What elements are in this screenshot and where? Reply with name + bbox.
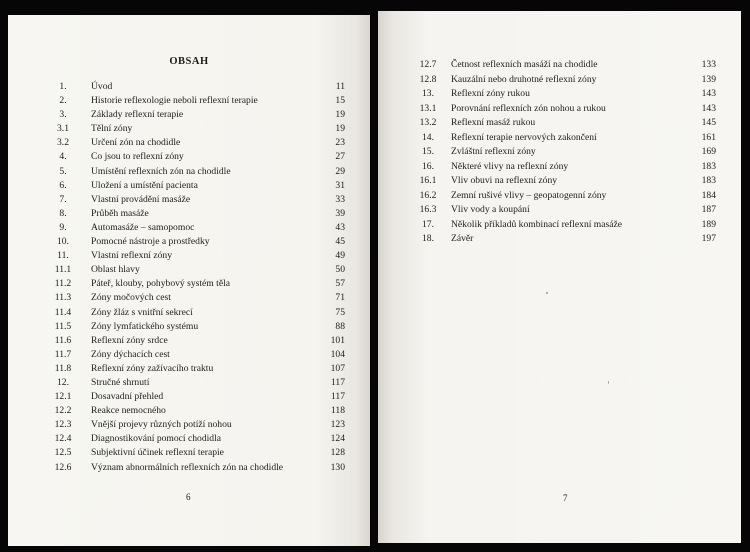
toc-entry-number: 10. bbox=[57, 236, 69, 248]
toc-entry-page: 31 bbox=[335, 179, 345, 191]
toc-entry-title: Historie reflexologie neboli reflexní terapie bbox=[91, 95, 258, 107]
toc-entry-number: 11.2 bbox=[54, 278, 72, 290]
toc-entry bbox=[408, 131, 716, 146]
toc-entry-number: 8. bbox=[59, 207, 67, 219]
toc-entry-title: Uložení a umístění pacienta bbox=[91, 179, 198, 191]
toc-entry bbox=[408, 145, 716, 160]
toc-entry-page: 75 bbox=[335, 306, 345, 318]
toc-entry bbox=[43, 136, 345, 150]
toc-entry-title: Reflexní zóny rukou bbox=[451, 88, 530, 99]
toc-entry-number: 12.4 bbox=[54, 433, 72, 445]
paper-speck bbox=[546, 292, 548, 294]
toc-entry bbox=[408, 73, 716, 88]
toc-entry bbox=[408, 232, 716, 247]
toc-entry-number: 11.5 bbox=[54, 320, 72, 332]
toc-entry-number: 16.2 bbox=[419, 189, 437, 201]
toc-entry-page: 145 bbox=[701, 117, 716, 128]
toc-entry bbox=[43, 108, 345, 122]
toc-entry-number: 9. bbox=[59, 221, 67, 233]
toc-entry-page: 57 bbox=[335, 278, 345, 290]
toc-entry bbox=[43, 193, 345, 207]
toc-entry-number: 3. bbox=[59, 109, 67, 121]
toc-entry-title: Četnost reflexních masáží na chodidle bbox=[451, 59, 598, 70]
toc-entry-page: 29 bbox=[335, 165, 345, 177]
toc-entry bbox=[43, 404, 345, 418]
toc-entry bbox=[408, 102, 716, 117]
toc-entry bbox=[408, 160, 716, 175]
toc-entry-title: Význam abnormálních reflexních zón na chodidle bbox=[91, 461, 284, 473]
toc-entry-title: Dosavadní přehled bbox=[91, 391, 164, 403]
toc-entry bbox=[43, 376, 345, 390]
toc-entry-page: 104 bbox=[330, 348, 345, 360]
toc-entry-number: 11. bbox=[57, 250, 69, 262]
toc-entry-title: Tělní zóny bbox=[91, 123, 133, 135]
toc-entry-page: 143 bbox=[701, 102, 716, 114]
toc-entry-page: 183 bbox=[701, 175, 716, 186]
toc-list-right bbox=[408, 58, 716, 247]
toc-entry-page: 128 bbox=[330, 447, 345, 459]
toc-entry-title: Reflexní terapie nervových zakončení bbox=[451, 131, 597, 143]
toc-entry-number: 12.8 bbox=[419, 73, 437, 85]
toc-entry bbox=[43, 348, 345, 362]
toc-entry-page: 19 bbox=[335, 109, 345, 121]
toc-entry bbox=[43, 249, 345, 263]
toc-entry-page: 133 bbox=[701, 59, 716, 70]
toc-entry bbox=[43, 291, 345, 305]
toc-entry-number: 1. bbox=[59, 81, 67, 92]
toc-entry bbox=[43, 165, 345, 179]
toc-entry-number: 3.1 bbox=[57, 123, 69, 135]
toc-entry-title: Reakce nemocného bbox=[91, 405, 166, 417]
toc-entry-page: 43 bbox=[335, 221, 345, 233]
toc-entry-title: Stručné shrnutí bbox=[91, 376, 150, 388]
toc-entry bbox=[408, 116, 716, 131]
toc-entry-title: Závěr bbox=[451, 233, 474, 244]
toc-entry-number: 11.3 bbox=[54, 292, 72, 304]
toc-entry-title: Kauzální nebo druhotné reflexní zóny bbox=[451, 73, 597, 85]
toc-entry-title: Reflexní zóny srdce bbox=[91, 334, 168, 346]
toc-entry-number: 15. bbox=[422, 146, 434, 157]
toc-entry-title: Subjektivní účinek reflexní terapie bbox=[91, 447, 224, 459]
toc-entry bbox=[43, 94, 345, 108]
toc-entry-page: 123 bbox=[330, 419, 345, 431]
toc-entry-number: 14. bbox=[422, 131, 434, 143]
toc-entry-number: 12.6 bbox=[54, 461, 72, 473]
toc-entry bbox=[43, 80, 345, 94]
toc-entry bbox=[43, 390, 345, 404]
toc-entry-number: 12.2 bbox=[54, 405, 72, 417]
toc-entry-title: Porovnání reflexních zón nohou a rukou bbox=[451, 102, 606, 114]
toc-entry bbox=[43, 150, 345, 164]
toc-entry-page: 101 bbox=[330, 334, 345, 346]
toc-entry bbox=[408, 174, 716, 189]
toc-entry bbox=[43, 179, 345, 193]
toc-entry bbox=[43, 320, 345, 334]
toc-entry-page: 15 bbox=[335, 95, 345, 107]
toc-entry bbox=[43, 235, 345, 249]
toc-entry-page: 49 bbox=[335, 250, 345, 262]
toc-entry bbox=[43, 432, 345, 446]
toc-entry-number: 6. bbox=[59, 179, 67, 191]
toc-entry-number: 11.8 bbox=[54, 362, 72, 374]
toc-entry-number: 17. bbox=[422, 218, 434, 230]
toc-entry-number: 11.7 bbox=[54, 348, 72, 360]
toc-entry-page: 161 bbox=[701, 131, 716, 143]
paper-speck bbox=[608, 381, 609, 384]
toc-entry bbox=[43, 461, 345, 475]
toc-entry-page: 27 bbox=[335, 151, 345, 163]
toc-entry-number: 13.2 bbox=[419, 117, 437, 128]
toc-entry-number: 12. bbox=[57, 376, 69, 388]
toc-entry-number: 12.7 bbox=[419, 59, 437, 70]
toc-entry-page: 183 bbox=[701, 160, 716, 172]
toc-entry-title: Zóny žláz s vnitřní sekrecí bbox=[91, 306, 193, 318]
toc-entry-title: Vliv vody a koupání bbox=[451, 204, 530, 215]
toc-entry-page: 45 bbox=[335, 236, 345, 248]
toc-entry-title: Zvláštní reflexní zóny bbox=[451, 146, 536, 157]
toc-entry-number: 2. bbox=[59, 95, 67, 107]
toc-entry-title: Automasáže – samopomoc bbox=[91, 221, 195, 233]
toc-entry-number: 11.4 bbox=[54, 306, 72, 318]
page-number-right: 7 bbox=[563, 493, 568, 503]
toc-entry-page: 184 bbox=[701, 189, 716, 201]
toc-entry-number: 18. bbox=[422, 233, 434, 244]
toc-entry-title: Několik příkladů kombinací reflexní masáže bbox=[451, 218, 623, 230]
toc-entry-page: 117 bbox=[330, 391, 345, 403]
toc-entry bbox=[408, 203, 716, 218]
left-page bbox=[8, 15, 370, 546]
toc-entry-number: 13. bbox=[422, 88, 434, 99]
toc-entry bbox=[43, 306, 345, 320]
toc-title: OBSAH bbox=[169, 56, 209, 67]
toc-entry bbox=[43, 221, 345, 235]
toc-entry-title: Některé vlivy na reflexní zóny bbox=[451, 160, 569, 172]
toc-entry-number: 12.1 bbox=[54, 391, 72, 403]
toc-entry-page: 19 bbox=[335, 123, 345, 135]
toc-entry-title: Zóny močových cest bbox=[91, 292, 171, 304]
toc-entry-title: Co jsou to reflexní zóny bbox=[91, 151, 184, 163]
toc-entry-number: 12.3 bbox=[54, 419, 72, 431]
toc-entry-number: 16.3 bbox=[419, 204, 437, 215]
toc-entry-title: Vliv obuvi na reflexní zóny bbox=[451, 175, 558, 186]
toc-entry-page: 33 bbox=[335, 193, 345, 205]
toc-entry-page: 189 bbox=[701, 218, 716, 230]
toc-entry-number: 4. bbox=[59, 151, 67, 163]
toc-entry bbox=[43, 446, 345, 460]
toc-entry-page: 50 bbox=[335, 264, 345, 276]
toc-entry bbox=[43, 362, 345, 376]
toc-entry-number: 7. bbox=[59, 193, 67, 205]
page-number-left: 6 bbox=[186, 492, 191, 502]
toc-entry bbox=[408, 218, 716, 233]
toc-entry-page: 88 bbox=[335, 320, 345, 332]
toc-entry-title: Vlastní provádění masáže bbox=[91, 193, 191, 205]
toc-entry-page: 169 bbox=[701, 146, 716, 157]
toc-entry-number: 16.1 bbox=[419, 175, 437, 186]
toc-entry-title: Zemní rušivé vlivy – geopatogenní zóny bbox=[451, 189, 607, 201]
right-page bbox=[378, 11, 741, 543]
toc-entry-page: 11 bbox=[335, 81, 345, 92]
toc-entry-number: 16. bbox=[422, 160, 434, 172]
toc-entry-title: Průběh masáže bbox=[91, 207, 149, 219]
toc-entry-page: 118 bbox=[330, 405, 345, 417]
toc-entry-number: 13.1 bbox=[419, 102, 437, 114]
toc-entry-title: Zóny lymfatického systému bbox=[91, 320, 199, 332]
toc-entry bbox=[408, 189, 716, 204]
toc-entry-page: 71 bbox=[335, 292, 345, 304]
toc-entry-page: 130 bbox=[330, 461, 345, 473]
toc-entry-page: 139 bbox=[701, 73, 716, 85]
toc-entry bbox=[43, 334, 345, 348]
toc-entry-title: Určení zón na chodidle bbox=[91, 137, 181, 149]
toc-entry-title: Reflexní zóny zažívacího traktu bbox=[91, 362, 214, 374]
toc-entry-title: Úvod bbox=[91, 81, 113, 92]
toc-entry-title: Pomocné nástroje a prostředky bbox=[91, 236, 210, 248]
toc-entry bbox=[43, 122, 345, 136]
toc-entry-title: Zóny dýchacích cest bbox=[91, 348, 170, 360]
toc-entry-number: 11.6 bbox=[54, 334, 72, 346]
toc-entry-title: Páteř, klouby, pohybový systém těla bbox=[91, 278, 231, 290]
toc-entry bbox=[43, 277, 345, 291]
toc-entry-page: 23 bbox=[335, 137, 345, 149]
toc-entry-title: Umístění reflexních zón na chodidle bbox=[91, 165, 231, 177]
toc-entry-title: Vlastní reflexní zóny bbox=[91, 250, 172, 262]
toc-entry-page: 124 bbox=[330, 433, 345, 445]
toc-entry-number: 12.5 bbox=[54, 447, 72, 459]
toc-entry-title: Oblast hlavy bbox=[91, 264, 140, 276]
toc-entry-number: 5. bbox=[59, 165, 67, 177]
toc-entry bbox=[43, 418, 345, 432]
toc-entry-page: 117 bbox=[330, 376, 345, 388]
toc-entry-title: Reflexní masáž rukou bbox=[451, 117, 536, 128]
toc-entry bbox=[43, 207, 345, 221]
toc-list-left bbox=[43, 80, 345, 475]
toc-entry-page: 39 bbox=[335, 207, 345, 219]
toc-entry-page: 187 bbox=[701, 204, 716, 215]
toc-entry-title: Základy reflexní terapie bbox=[91, 109, 184, 121]
toc-entry bbox=[43, 263, 345, 277]
toc-entry bbox=[408, 87, 716, 102]
toc-entry-page: 197 bbox=[701, 233, 716, 244]
toc-entry-page: 107 bbox=[330, 362, 345, 374]
toc-entry-title: Vnější projevy různých potíží nohou bbox=[91, 419, 232, 431]
toc-entry-number: 3.2 bbox=[57, 137, 69, 149]
toc-entry-title: Diagnostikování pomocí chodidla bbox=[91, 433, 222, 445]
toc-entry bbox=[408, 58, 716, 73]
toc-entry-page: 143 bbox=[701, 88, 716, 99]
toc-entry-number: 11.1 bbox=[54, 264, 72, 276]
